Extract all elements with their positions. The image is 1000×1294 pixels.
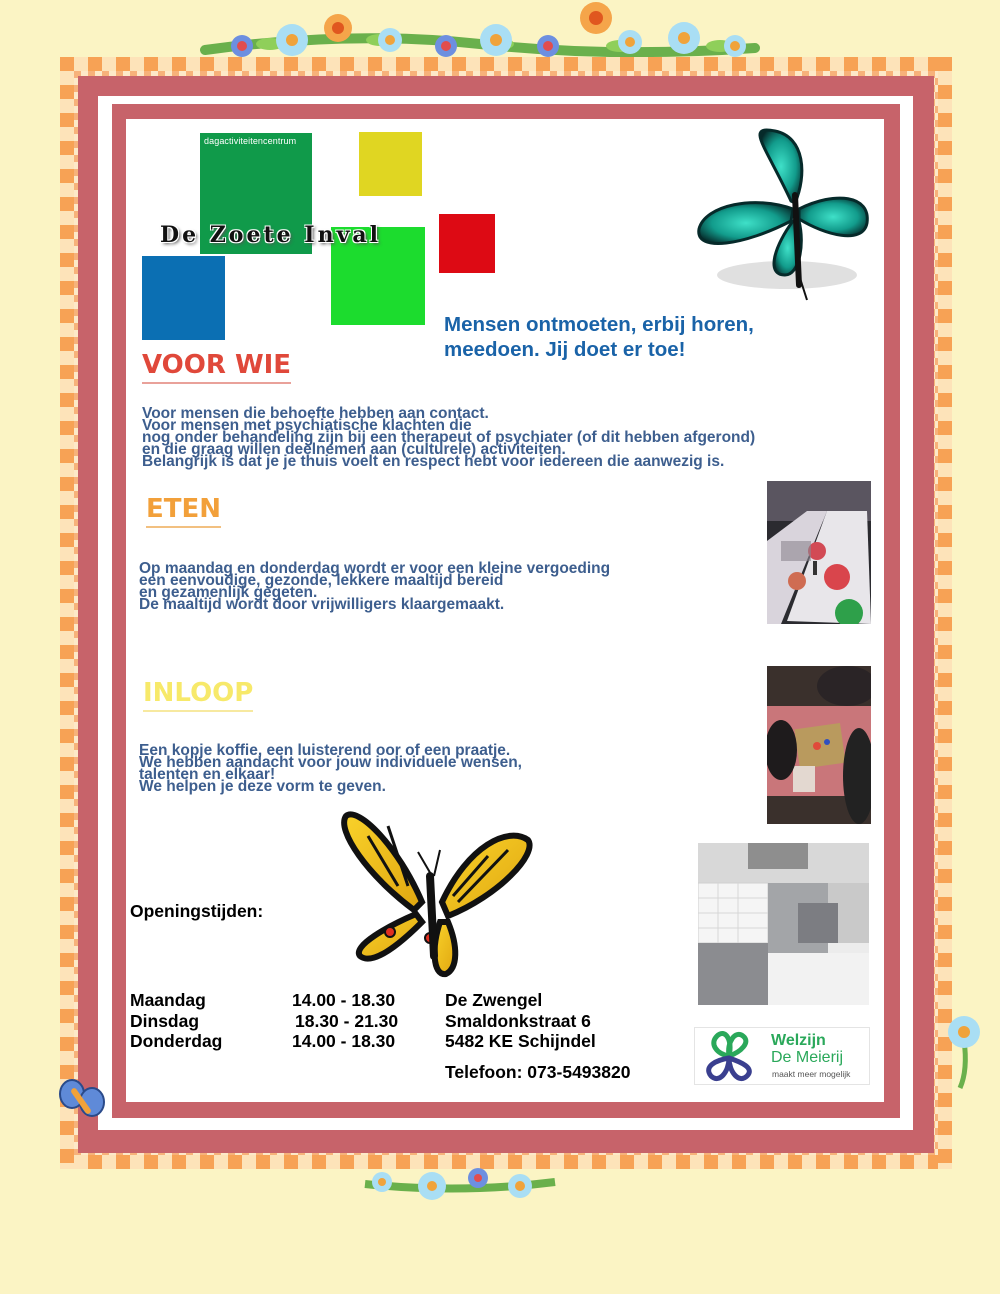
eten-text: [139, 560, 611, 613]
logo-square-yellow: [359, 132, 422, 196]
opening-time: 18.30 - 21.30: [295, 1011, 399, 1031]
inloop-text: [139, 742, 522, 795]
text-line: talenten en elkaar!: [139, 766, 276, 783]
frame-stripe: [60, 57, 74, 1169]
logo-square-blue: [142, 256, 225, 340]
clover-icon: [697, 1030, 761, 1084]
opening-title: Openingstijden:: [130, 901, 264, 921]
butterfly-icon: [58, 1076, 108, 1124]
flower-icon: [942, 1010, 986, 1090]
phone-number: Telefoon: 073-5493820: [445, 1062, 631, 1082]
text-line: en die graag willen deelnemen aan (culturele) activiteiten.: [142, 441, 566, 458]
photo-dining-table: [767, 481, 871, 624]
voor-wie-text: [142, 405, 756, 470]
text-line: De maaltijd wordt door vrijwilligers klaargemaakt.: [139, 596, 505, 613]
partner-name: De Meierij: [771, 1049, 844, 1066]
frame-stripe: [938, 57, 952, 1169]
text-line: Op maandag en donderdag wordt er voor een kleine vergoeding: [139, 560, 611, 577]
photo-board-game: [767, 666, 871, 824]
text-line: nog onder behandeling zijn bij een therapeut of psychiater (of dit hebben afgerond): [142, 429, 756, 446]
opening-address: De Zwengel: [445, 990, 543, 1010]
heading-eten: ETEN: [146, 494, 221, 528]
opening-time: 14.00 - 18.30: [292, 1031, 396, 1051]
photo-kitchen: [698, 843, 869, 1005]
partner-name: Welzijn: [771, 1032, 826, 1049]
opening-address: 5482 KE Schijndel: [445, 1031, 596, 1051]
text-line: en gezamenlijk gegeten.: [139, 584, 318, 601]
text-line: Een kopje koffie, een luisterend oor of een praatje.: [139, 742, 511, 759]
opening-day: Donderdag: [130, 1031, 223, 1051]
opening-day: Maandag: [130, 990, 206, 1010]
text-line: We helpen je deze vorm te geven.: [139, 778, 386, 795]
flower-garland-bottom: [360, 1160, 560, 1206]
partner-tagline: maakt meer mogelijk: [772, 1069, 851, 1079]
opening-day: Dinsdag: [130, 1011, 200, 1031]
logo-name: De Zoete Inval: [160, 222, 381, 248]
partner-logo: [695, 1028, 869, 1084]
butterfly-icon: [695, 125, 875, 305]
slogan: [444, 312, 884, 362]
text-line: Voor mensen met psychiatische klachten die: [142, 417, 472, 434]
heading-inloop: INLOOP: [143, 678, 253, 712]
opening-address: Smaldonkstraat 6: [445, 1011, 591, 1031]
opening-time: 14.00 - 18.30: [292, 990, 396, 1010]
slogan-line: meedoen. Jij doet er toe!: [444, 338, 686, 361]
text-line: een eenvoudige, gezonde, lekkere maaltijd bereid: [139, 572, 504, 589]
text-line: Belangrijk is dat je je thuis voelt en respect hebt voor iedereen die aanwezig is.: [142, 453, 725, 470]
slogan-line: Mensen ontmoeten, erbij horen,: [444, 313, 754, 336]
butterfly-icon: [338, 806, 538, 986]
logo-square-red: [439, 214, 495, 273]
frame-stripe: [60, 57, 952, 71]
text-line: We hebben aandacht voor jouw individuele wensen,: [139, 754, 522, 771]
text-line: Voor mensen die behoefte hebben aan contact.: [142, 405, 489, 422]
logo-tagline: dagactiviteitencentrum: [204, 136, 297, 146]
heading-voor-wie: VOOR WIE: [142, 350, 291, 384]
